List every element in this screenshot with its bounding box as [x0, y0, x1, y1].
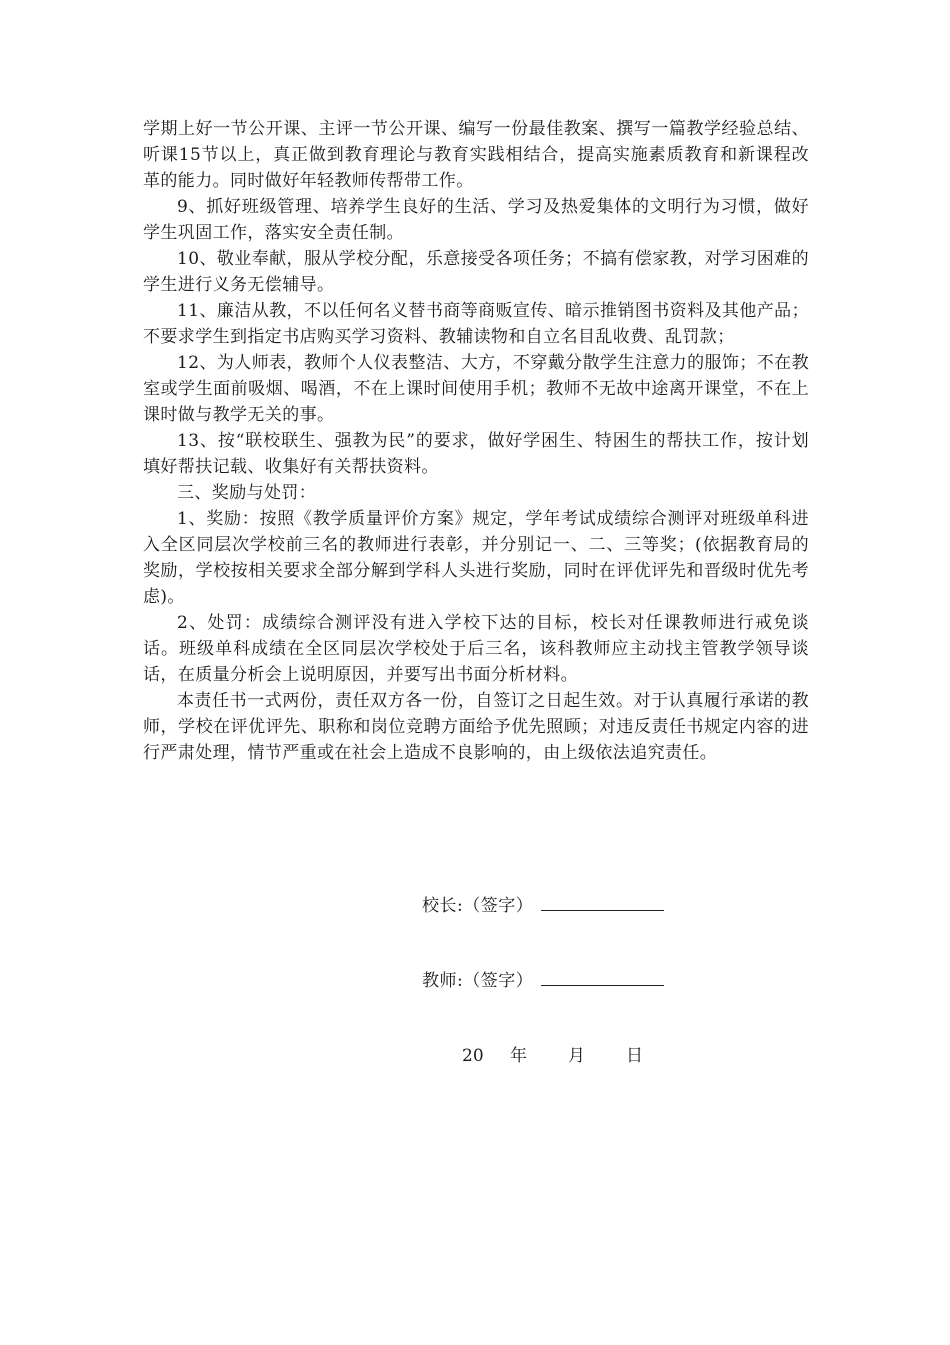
- teacher-signature-line: [541, 967, 664, 986]
- paragraph-item-10: 10、敬业奉献，服从学校分配，乐意接受各项任务；不搞有偿家教，对学习困难的学生进行义务无偿辅导。: [143, 249, 809, 295]
- principal-signature-label: 校长:（签字）: [422, 896, 534, 916]
- paragraph-penalties: 2、处罚：成绩综合测评没有进入学校下达的目标，校长对任课教师进行戒免谈话。班级单科成绩在全区同层次学校处于后三名，该科教师应主动找主管教学领导谈话，在质量分析会上说明原因，并要写出书面分析材料。: [143, 613, 809, 685]
- principal-signature-row: [422, 892, 664, 919]
- principal-signature-line: [541, 892, 664, 911]
- date-year-unit: 年: [510, 1046, 527, 1066]
- section-heading-rewards-penalties: 三、奖励与处罚：: [177, 483, 317, 503]
- paragraph-continuation: 学期上好一节公开课、主评一节公开课、编写一份最佳教案、撰写一篇教学经验总结、听课15节以上，真正做到教育理论与教育实践相结合，提高实施素质教育和新课程改革的能力。同时做好年轻教师传帮带工作。: [143, 119, 809, 191]
- date-day-unit: 日: [626, 1046, 643, 1066]
- paragraph-item-9: 9、抓好班级管理、培养学生良好的生活、学习及热爱集体的文明行为习惯，做好学生巩固工作，落实安全责任制。: [143, 197, 809, 243]
- date-month-unit: 月: [568, 1046, 585, 1066]
- paragraph-item-11: 11、廉洁从教，不以任何名义替书商等商贩宣传、暗示推销图书资料及其他产品；不要求学生到指定书店购买学习资料、教辅读物和自立名目乱收费、乱罚款；: [143, 301, 809, 347]
- document-body: [143, 116, 809, 766]
- date-row: [462, 1043, 643, 1069]
- date-year-prefix: 20: [462, 1046, 484, 1066]
- teacher-signature-label: 教师:（签字）: [422, 971, 534, 991]
- paragraph-item-12: 12、为人师表，教师个人仪表整洁、大方，不穿戴分散学生注意力的服饰；不在教室或学生面前吸烟、喝酒，不在上课时间使用手机；教师不无故中途离开课堂，不在上课时做与教学无关的事。: [143, 353, 809, 425]
- paragraph-rewards: 1、奖励：按照《教学质量评价方案》规定，学年考试成绩综合测评对班级单科进入全区同层次学校前三名的教师进行表彰，并分别记一、二、三等奖；(依据教育局的奖励，学校按相关要求全部分解到学科人头进行奖励，同时在评优评先和晋级时优先考虑)。: [143, 509, 809, 607]
- paragraph-closing: 本责任书一式两份，责任双方各一份，自签订之日起生效。对于认真履行承诺的教师，学校在评优评先、职称和岗位竞聘方面给予优先照顾；对违反责任书规定内容的进行严肃处理，情节严重或在社会上造成不良影响的，由上级依法追究责任。: [143, 691, 809, 763]
- teacher-signature-row: [422, 967, 664, 994]
- paragraph-item-13: 13、按“联校联生、强教为民”的要求，做好学困生、特困生的帮扶工作，按计划填好帮扶记载、收集好有关帮扶资料。: [143, 431, 809, 477]
